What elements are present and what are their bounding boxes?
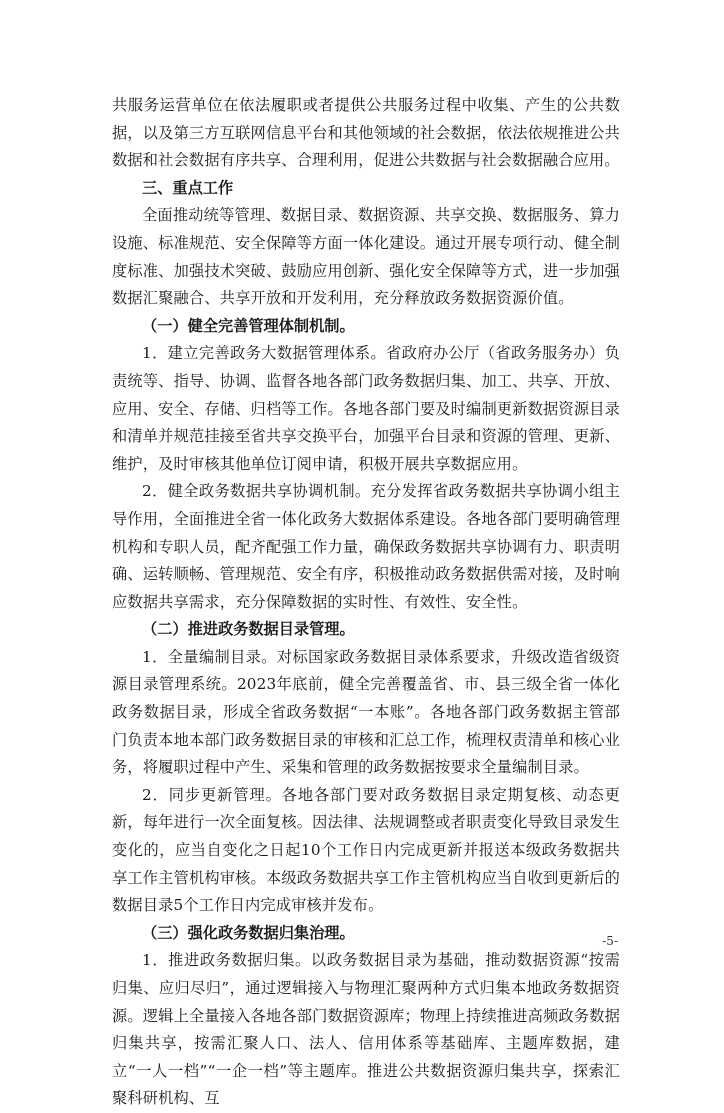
paragraph-1-1: 1．建立完善政务大数据管理体系。省政府办公厅（省政务服务办）负责统等、指导、协调、监督各地各部门政务数据归集、加工、共享、开放、应用、安全、存储、归档等工作。各地各部门要及时编制更新数据资源目录和清单并规范挂接至省共享交换平台，加强平台目录和资源的管理、更新、维护，及时审核其他单位订阅申请，积极开展共享数据应用。 — [112, 344, 620, 473]
paragraph-2-1: 1．全量编制目录。对标国家政务数据目录体系要求，升级改造省级资源目录管理系统。2023年底前，健全完善覆盖省、市、县三级全省一体化政务数据目录，形成全省政务数据“一本账”。各地各部门政务数据主管部门负责本地本部门政务数据目录的审核和汇总工作，梳理权责清单和核心业务，将履职过程中产生、采集和管理的政务数据按要求全量编制目录。 — [112, 647, 620, 777]
page-number: -5- — [602, 934, 618, 948]
paragraph-1-2: 2．健全政务数据共享协调机制。充分发挥省政务数据共享协调小组主导作用，全面推进全省一体化政务大数据体系建设。各地各部门要明确管理机构和专职人员，配齐配强工作力量，确保政务数据共享协调有力、职责明确、运转顺畅、管理规范、安全有序，积极推动政务数据供需对接，及时响应数据共享需求，充分保障数据的实时性、有效性、安全性。 — [112, 482, 620, 611]
subsection-heading-1: （一）健全完善管理体制机制。 — [142, 316, 355, 335]
subsection-heading-2: （二）推进政务数据目录管理。 — [142, 620, 355, 639]
paragraph-key-work-overview: 全面推动统等管理、数据目录、数据资源、共享交换、数据服务、算力设施、标准规范、安全保障等方面一体化建设。通过开展专项行动、健全制度标准、加强技术突破、鼓励应用创新、强化安全保障等方式，进一步加强数据汇聚融合、共享开放和开发利用，充分释放政务数据资源价值。 — [112, 206, 620, 308]
subsection-heading-3: （三）强化政务数据归集治理。 — [142, 923, 355, 942]
paragraph-2-2: 2．同步更新管理。各地各部门要对政务数据目录定期复核、动态更新，每年进行一次全面复核。因法律、法规调整或者职责变化导致目录发生变化的，应当自变化之日起10个工作日内完成更新并报送本级政务数据共享工作主管机构审核。本级政务数据共享工作主管机构应当自收到更新后的数据目录5个工作日内完成审核并发布。 — [112, 785, 620, 915]
section-heading-key-work: 三、重点工作 — [142, 178, 234, 197]
document-body — [112, 92, 620, 1113]
paragraph-3-1: 1．推进政务数据归集。以政务数据目录为基础，推动数据资源“按需归集、应归尽归”，通过逻辑接入与物理汇聚两种方式归集本地政务数据资源。逻辑上全量接入各地各部门数据资源库；物理上持续推进高频政务数据归集共享，按需汇聚人口、法人、信用体系等基础库、主题库数据，建立“一人一档”“一企一档”等主题库。推进公共数据资源归集共享，探索汇聚科研机构、互 — [112, 951, 620, 1108]
paragraph-intro-continuation: 共服务运营单位在依法履职或者提供公共服务过程中收集、产生的公共数据，以及第三方互联网信息平台和其他领域的社会数据，依法依规推进公共数据和社会数据有序共享、合理利用，促进公共数据与社会数据融合应用。 — [112, 96, 620, 170]
